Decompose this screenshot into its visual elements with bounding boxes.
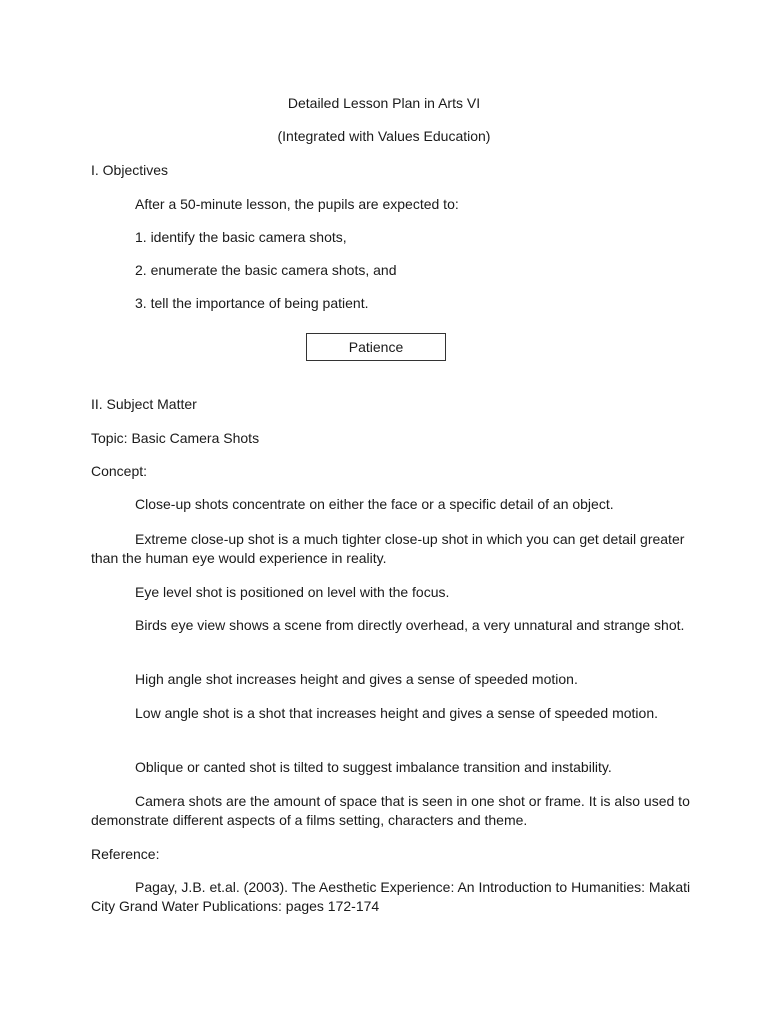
value-focus-box: Patience xyxy=(306,333,446,361)
concept-paragraph xyxy=(91,758,691,777)
concept-text: High angle shot increases height and gives a sense of speeded motion. xyxy=(135,671,578,687)
concept-text: Extreme close-up shot is a much tighter close-up shot in which you can get detail greater than the human eye would experience in reality. xyxy=(91,531,685,566)
reference-text: Pagay, J.B. et.al. (2003). The Aesthetic Experience: An Introduction to Humanities: Makati City Grand Water Publications: pages 172-174 xyxy=(91,879,691,914)
lesson-title: Detailed Lesson Plan in Arts VI xyxy=(287,95,481,111)
concept-text: Close-up shots concentrate on either the face or a specific detail of an object. xyxy=(135,496,614,512)
concept-paragraph xyxy=(91,530,691,568)
topic-line: Topic: Basic Camera Shots xyxy=(91,430,260,446)
concept-paragraph xyxy=(91,792,691,830)
concept-text: Birds eye view shows a scene from directly overhead, a very unnatural and strange shot. xyxy=(135,617,685,633)
concept-text: Low angle shot is a shot that increases height and gives a sense of speeded motion. xyxy=(135,705,659,721)
reference-paragraph xyxy=(91,878,691,916)
concept-paragraph xyxy=(91,495,691,514)
objective-item: 1. identify the basic camera shots, xyxy=(135,229,347,245)
concept-paragraph xyxy=(91,670,691,689)
lesson-subtitle: (Integrated with Values Education) xyxy=(277,128,491,144)
objective-item: 2. enumerate the basic camera shots, and xyxy=(135,262,397,278)
objectives-heading: I. Objectives xyxy=(91,162,169,178)
objectives-intro: After a 50-minute lesson, the pupils are expected to: xyxy=(135,196,459,212)
concept-label: Concept: xyxy=(91,463,148,479)
objective-item: 3. tell the importance of being patient. xyxy=(135,295,369,311)
concept-text: Eye level shot is positioned on level with the focus. xyxy=(135,584,450,600)
subject-matter-heading: II. Subject Matter xyxy=(91,396,197,412)
concept-text: Camera shots are the amount of space that is seen in one shot or frame. It is also used to demonstrate different aspects of a films setting, characters and theme. xyxy=(91,793,690,828)
reference-label: Reference: xyxy=(91,846,160,862)
concept-paragraph xyxy=(91,616,691,635)
concept-text: Oblique or canted shot is tilted to suggest imbalance transition and instability. xyxy=(135,759,612,775)
concept-paragraph xyxy=(91,583,691,602)
concept-paragraph xyxy=(91,704,691,723)
